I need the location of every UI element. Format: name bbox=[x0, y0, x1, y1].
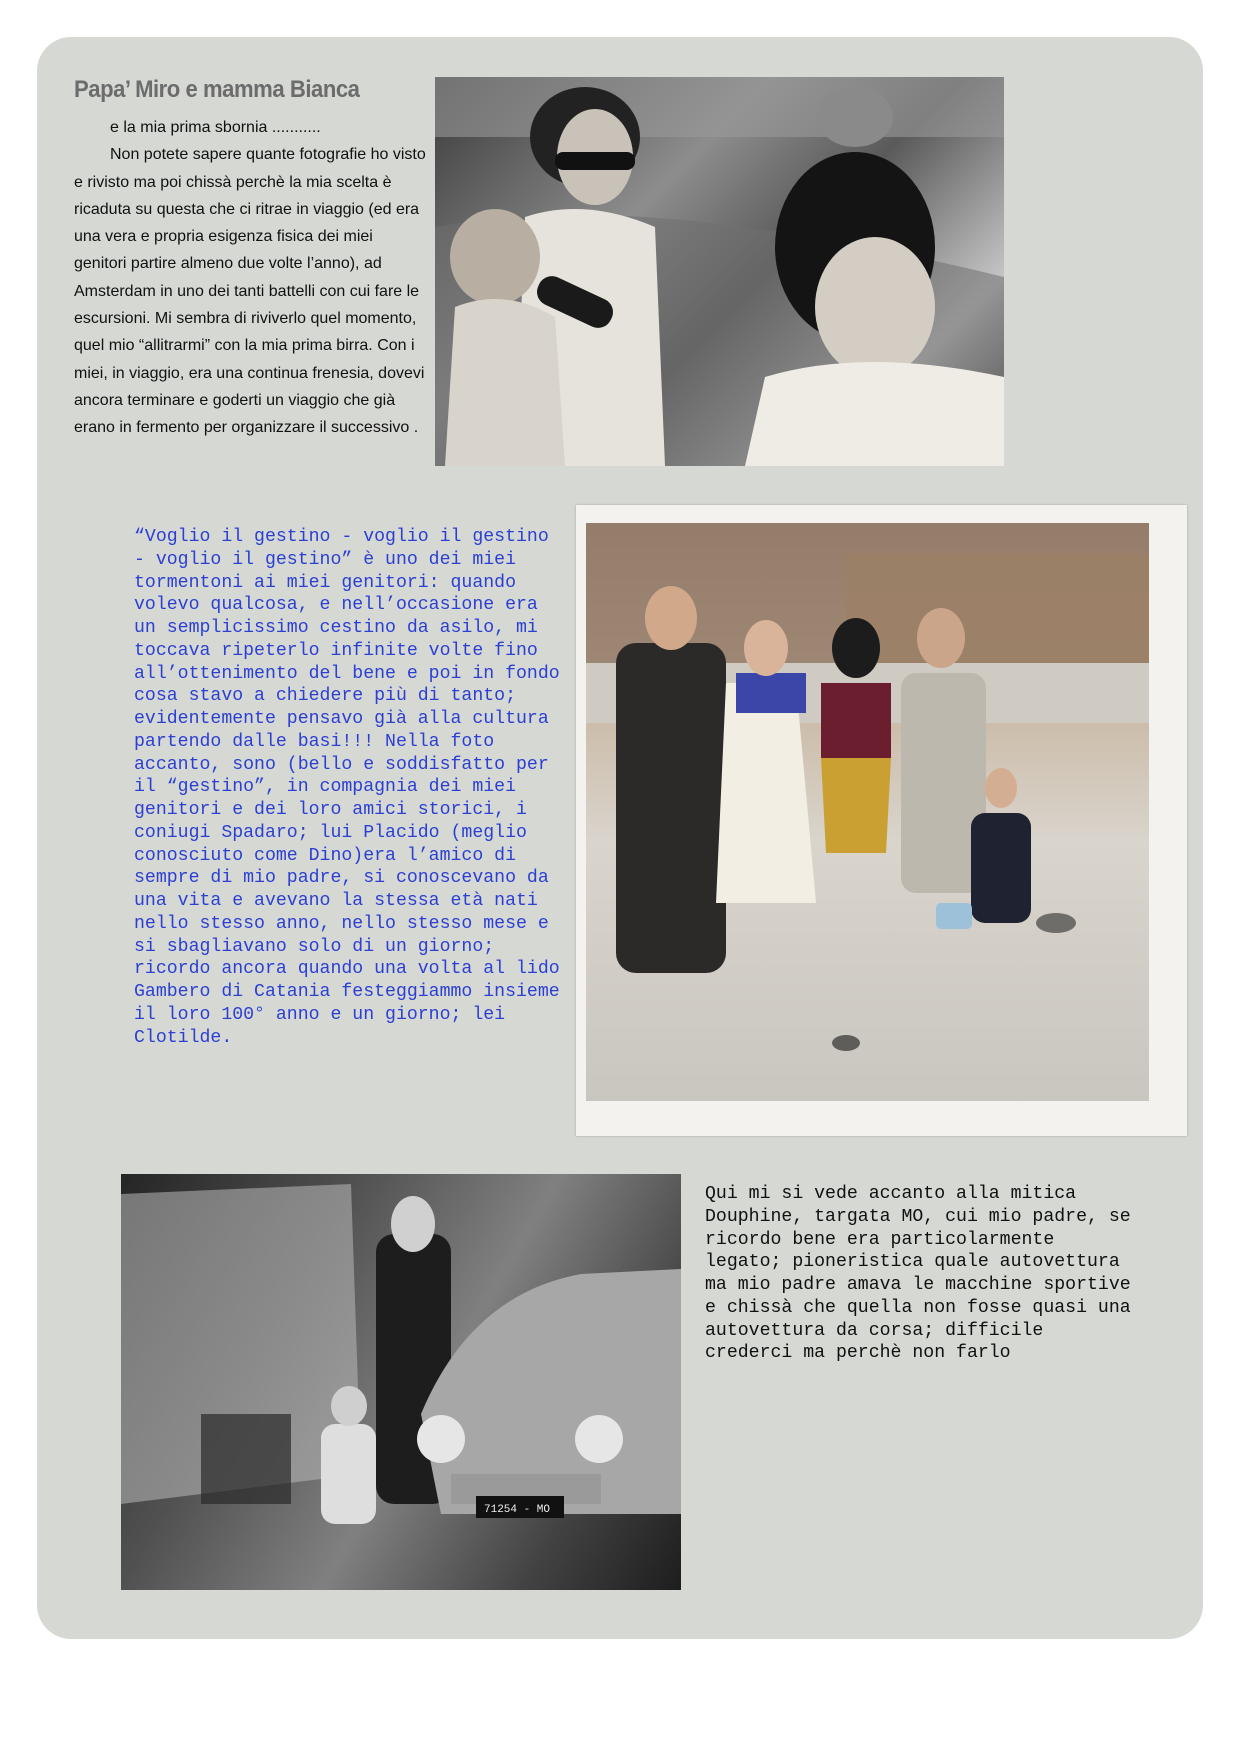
intro-paragraph bbox=[74, 114, 426, 442]
douphine-paragraph: Qui mi si vede accanto alla mitica Douphine, targata MO, cui mio padre, se ricordo bene era particolarmente legato; pioneristica quale autovettura ma mio padre amava le macchine sportive e chissà che quella non fosse quasi una autovettura da corsa; difficile crederci ma perchè non farlo bbox=[705, 1184, 1131, 1364]
piazza-photo-art bbox=[586, 523, 1149, 1101]
boat-photo-art bbox=[435, 77, 1004, 466]
piazza-photo bbox=[576, 505, 1187, 1136]
gestino-paragraph: “Voglio il gestino - voglio il gestino - voglio il gestino” è uno dei miei tormentoni ai miei genitori: quando volevo qualcosa, e nell’occasione era un semplicissimo cestino da asilo, mi toccava ripeterlo infinite volte fino all’ottenimento del bene e poi in fondo cosa stavo a chiedere più di tanto; evidentemente pensavo già alla cultura partendo dalle basi!!! Nella foto accanto, sono (bello e soddisfatto per il “gestino”, in compagnia dei miei genitori e dei loro amici storici, i coniugi Spadaro; lui Placido (meglio conosciuto come Dino)era l’amico di sempre di mio padre, si conoscevano da una vita e avevano la stessa età nati nello stesso anno, nello stesso mese e si sbagliavano solo di un giorno; ricordo ancora quando una volta al lido Gambero di Catania festeggiammo insieme il loro 100° anno e un giorno; lei Clotilde. bbox=[134, 527, 560, 1048]
page-title: Papa’ Miro e mamma Bianca bbox=[74, 76, 360, 103]
intro-first-line: e la mia prima sbornia ........... bbox=[110, 119, 321, 136]
douphine-photo-art bbox=[121, 1174, 681, 1590]
intro-body: Non potete sapere quante fotografie ho visto e rivisto ma poi chissà perchè la mia scelta è ricaduta su questa che ci ritrae in viaggio (ed era una vera e propria esigenza fisica dei miei genitori partire almeno due volte l’anno), ad Amsterdam in uno dei tanti battelli con cui fare le escursioni. Mi sembra di riviverlo quel momento, quel mio “allitrarmi” con la mia prima birra. Con i miei, in viaggio, era una continua frenesia, dovevi ancora terminare e goderti un viaggio che già erano in fermento per organizzare il successivo . bbox=[74, 146, 426, 437]
boat-photo bbox=[435, 77, 1004, 466]
license-plate-text: 71254 - MO bbox=[484, 1504, 551, 1516]
douphine-photo bbox=[121, 1174, 681, 1590]
piazza-photo-image bbox=[586, 523, 1149, 1101]
